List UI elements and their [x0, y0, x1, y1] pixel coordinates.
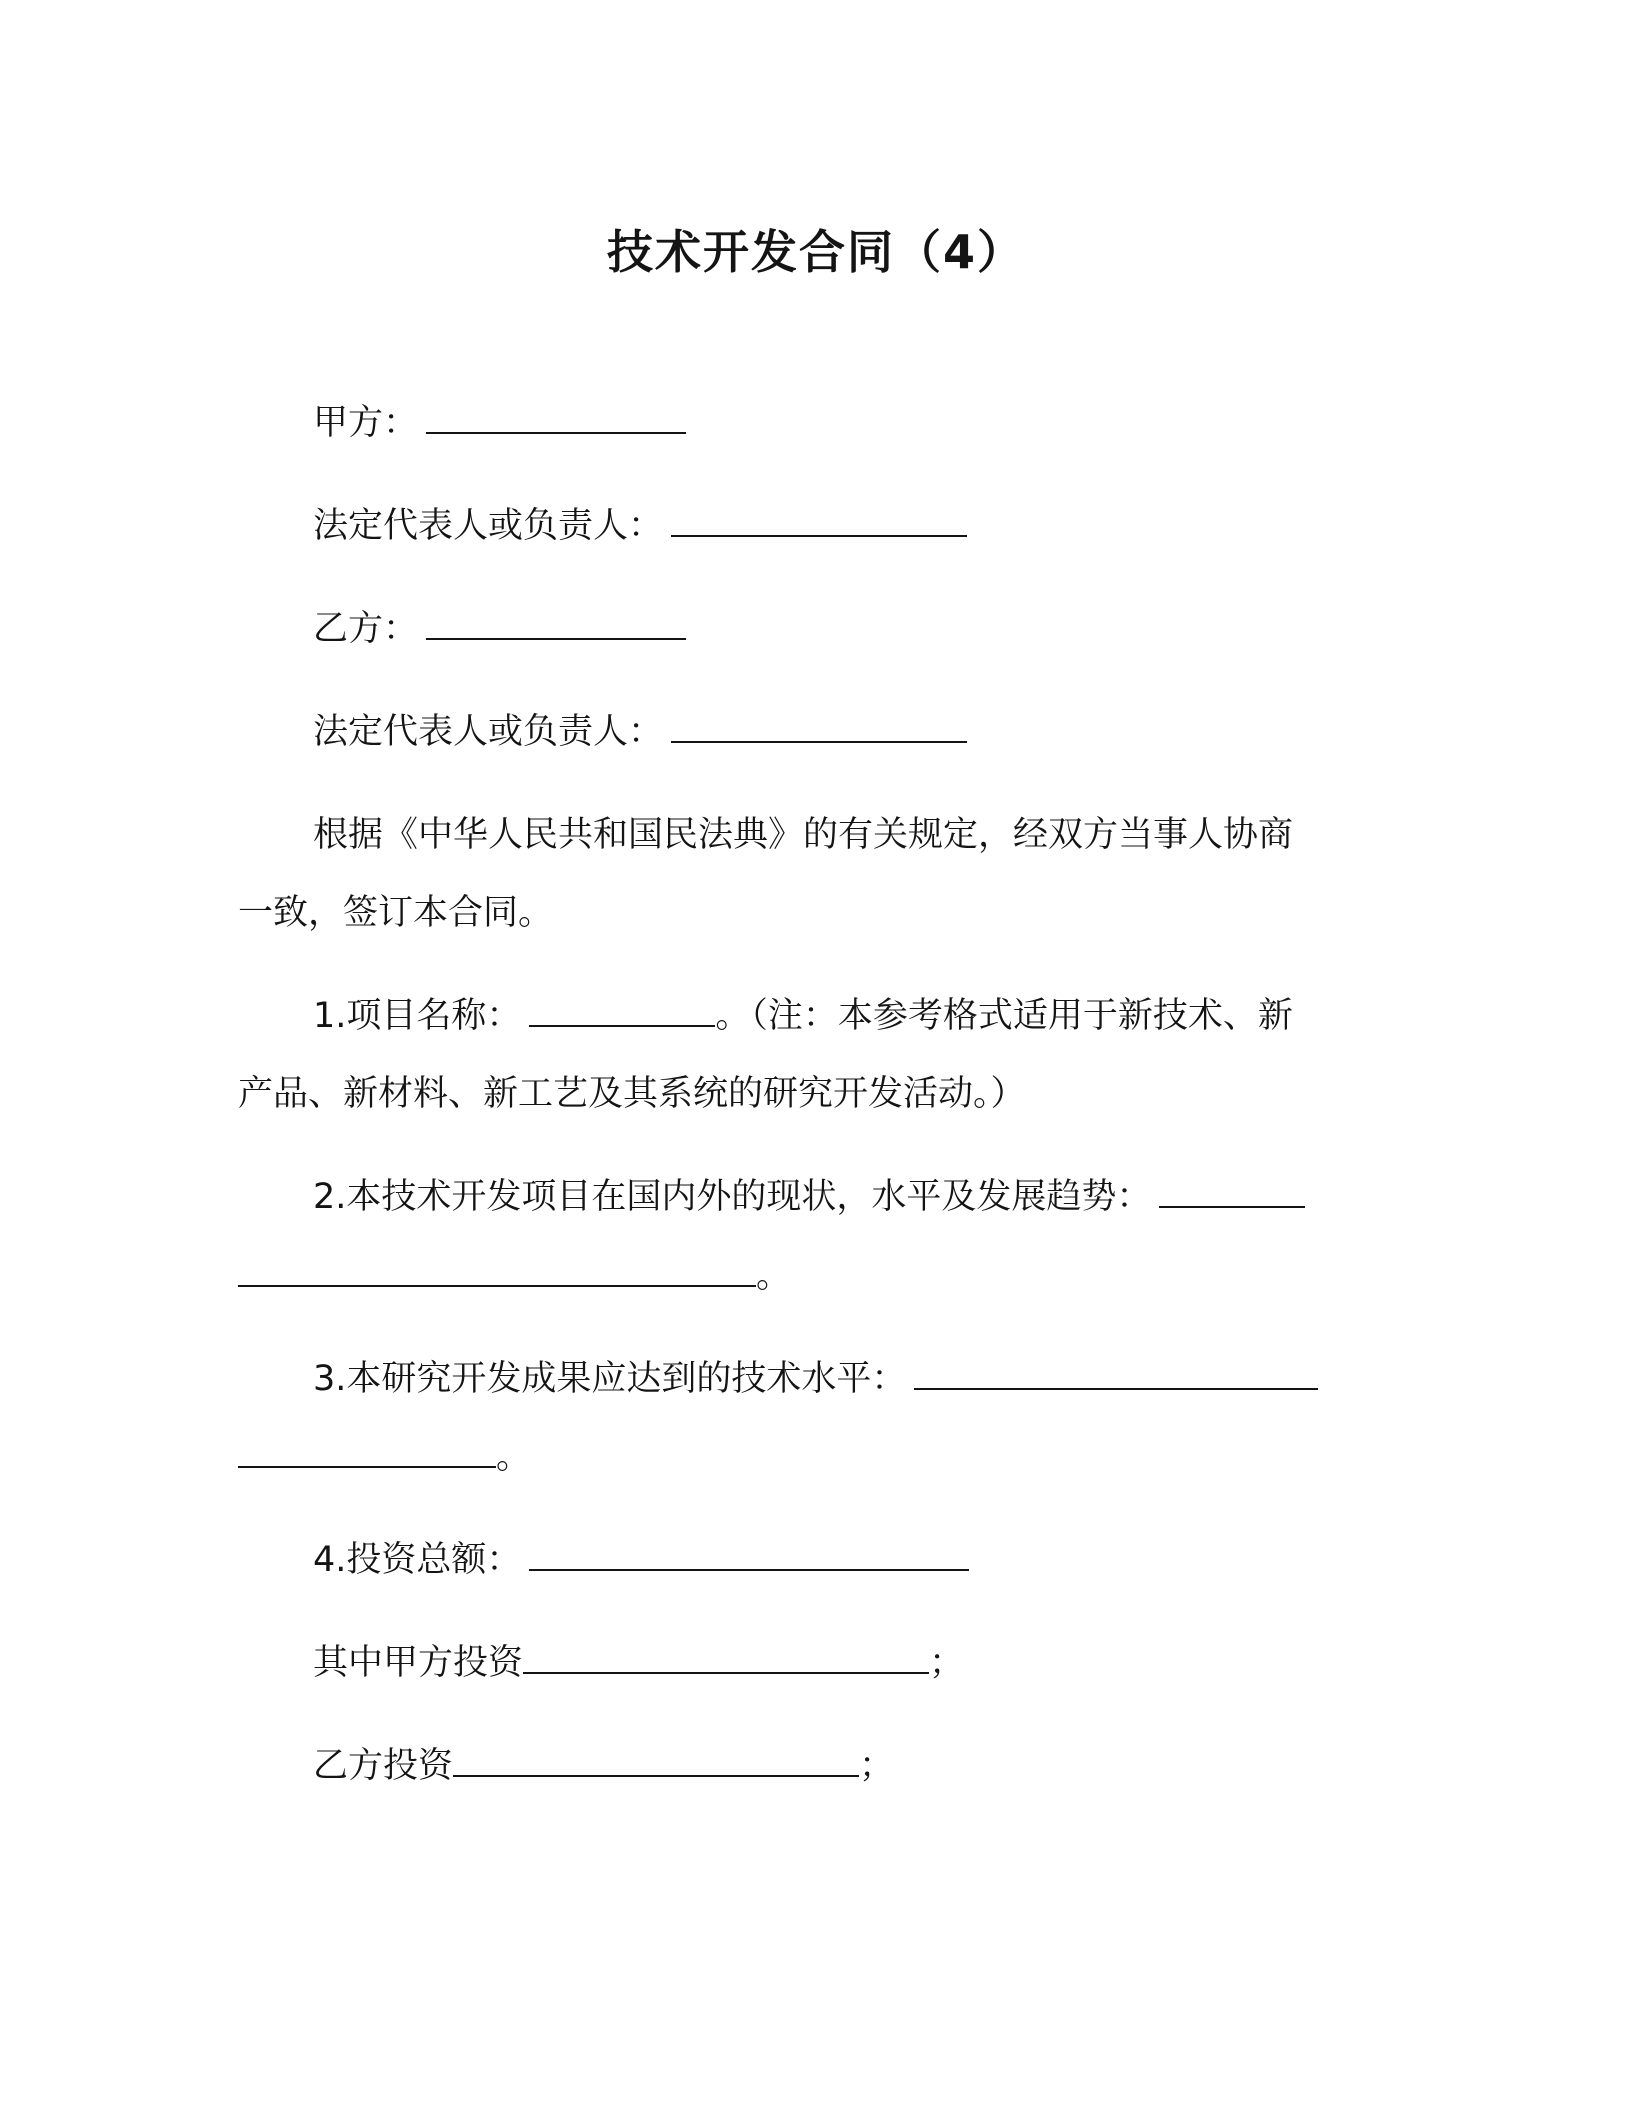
- party-a-rep-blank[interactable]: [671, 505, 967, 537]
- party-b-investment-label: 乙方投资: [313, 1746, 454, 1786]
- party-a-investment-line: [313, 1640, 964, 1686]
- clause-1-line: [313, 993, 1293, 1039]
- party-a-blank[interactable]: [426, 402, 686, 434]
- clause-1-line-2: 产品、新材料、新工艺及其系统的研究开发活动。）: [238, 1074, 1026, 1114]
- party-b-investment-sep: ；: [859, 1746, 895, 1786]
- clause-3-blank-2[interactable]: [238, 1436, 496, 1468]
- clause-2-blank-1[interactable]: [1159, 1176, 1305, 1208]
- party-a-rep-line: [313, 503, 967, 549]
- party-b-investment-line: [313, 1743, 894, 1789]
- clause-1-label: 1.项目名称：: [313, 996, 522, 1036]
- clause-2-end: 。: [756, 1256, 792, 1296]
- party-a-investment-blank[interactable]: [523, 1642, 929, 1674]
- clause-3-line: [313, 1356, 1318, 1402]
- clause-3-blank-1[interactable]: [914, 1358, 1318, 1390]
- document-title: 技术开发合同（4）: [606, 225, 1025, 279]
- party-b-rep-blank[interactable]: [671, 711, 967, 743]
- clause-3-line-2: [238, 1434, 531, 1480]
- project-name-blank[interactable]: [529, 995, 715, 1027]
- party-b-rep-line: [313, 709, 967, 755]
- preamble-line-2: 一致，签订本合同。: [238, 893, 554, 933]
- clause-2-line: [313, 1174, 1305, 1220]
- party-a-label: 甲方：: [313, 403, 419, 443]
- party-b-blank[interactable]: [426, 608, 686, 640]
- preamble-line-1: 根据《中华人民共和国民法典》的有关规定，经双方当事人协商: [313, 815, 1294, 855]
- party-a-line: [313, 400, 686, 446]
- clause-1-note: 。（注：本参考格式适用于新技术、新: [715, 996, 1293, 1036]
- clause-2-label: 2.本技术开发项目在国内外的现状，水平及发展趋势：: [313, 1177, 1152, 1217]
- party-b-line: [313, 606, 686, 652]
- party-b-label: 乙方：: [313, 609, 419, 649]
- clause-4-label: 4.投资总额：: [313, 1540, 522, 1580]
- party-b-investment-blank[interactable]: [453, 1745, 859, 1777]
- party-b-rep-label: 法定代表人或负责人：: [313, 712, 664, 752]
- total-investment-blank[interactable]: [529, 1539, 969, 1571]
- clause-3-end: 。: [496, 1437, 532, 1477]
- clause-2-blank-2[interactable]: [238, 1255, 756, 1287]
- clause-4-line: [313, 1537, 969, 1583]
- party-a-investment-label: 其中甲方投资: [313, 1643, 524, 1683]
- clause-2-line-2: [238, 1253, 791, 1299]
- clause-3-label: 3.本研究开发成果应达到的技术水平：: [313, 1359, 907, 1399]
- party-a-investment-sep: ；: [929, 1643, 965, 1683]
- party-a-rep-label: 法定代表人或负责人：: [313, 506, 664, 546]
